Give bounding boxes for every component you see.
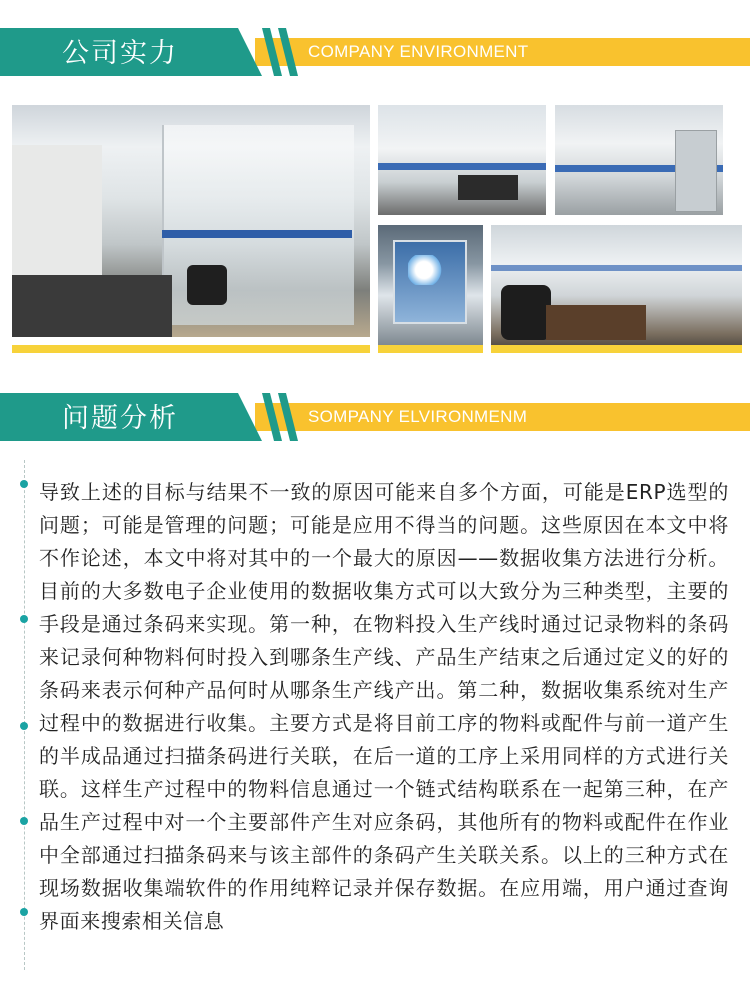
reception-logo-photo: [378, 225, 483, 353]
timeline-dot: [20, 480, 28, 488]
section-banner-company: [0, 28, 750, 76]
analysis-paragraph: 导致上述的目标与结果不一致的原因可能来自多个方面，可能是ERP选型的问题；可能是管理的问题；可能是应用不得当的问题。这些原因在本文中将不作论述，本文中将对其中的一个最大的原因——数据收集方法进行分析。目前的大多数电子企业使用的数据收集方式可以大致分为三种类型，主要的手段是通过条码来实现。第一种，在物料投入生产线时通过记录物料的条码来记录何种物料何时投入到哪条生产线、产品生产结束之后通过定义的好的条码来表示何种产品何时从哪条生产线产出。第二种，数据收集系统对生产过程中的数据进行收集。主要方式是将目前工序的物料或配件与前一道产生的半成品通过扫描条码进行关联，在后一道的工序上采用同样的方式进行关联。这样生产过程中的物料信息通过一个链式结构联系在一起第三种，在产品生产过程中对一个主要部件产生对应条码，其他所有的物料或配件在作业中全部通过扫描条码来与该主部件的条码产生关联关系。以上的三种方式在现场数据收集端软件的作用纯粹记录并保存数据。在应用端，用户通过查询界面来搜索相关信息: [39, 480, 729, 933]
company-photo-gallery: [12, 105, 742, 355]
section-banner-analysis: [0, 393, 750, 441]
photo-yellow-underline: [12, 345, 370, 353]
section-title: 公司实力: [62, 38, 178, 69]
hallway-photo: [555, 105, 723, 215]
manager-office-photo: [491, 225, 742, 353]
office-interior-photo: [12, 105, 370, 337]
timeline-dot: [20, 615, 28, 623]
timeline-dot: [20, 908, 28, 916]
analysis-content: [24, 460, 731, 970]
meeting-room-photo: [378, 105, 546, 215]
section-title: 问题分析: [62, 403, 178, 434]
timeline-dot: [20, 722, 28, 730]
section-subtitle: SOMPANY ELVIRONMENM: [308, 407, 528, 426]
section-subtitle: COMPANY ENVIRONMENT: [308, 42, 529, 61]
timeline-dot: [20, 817, 28, 825]
